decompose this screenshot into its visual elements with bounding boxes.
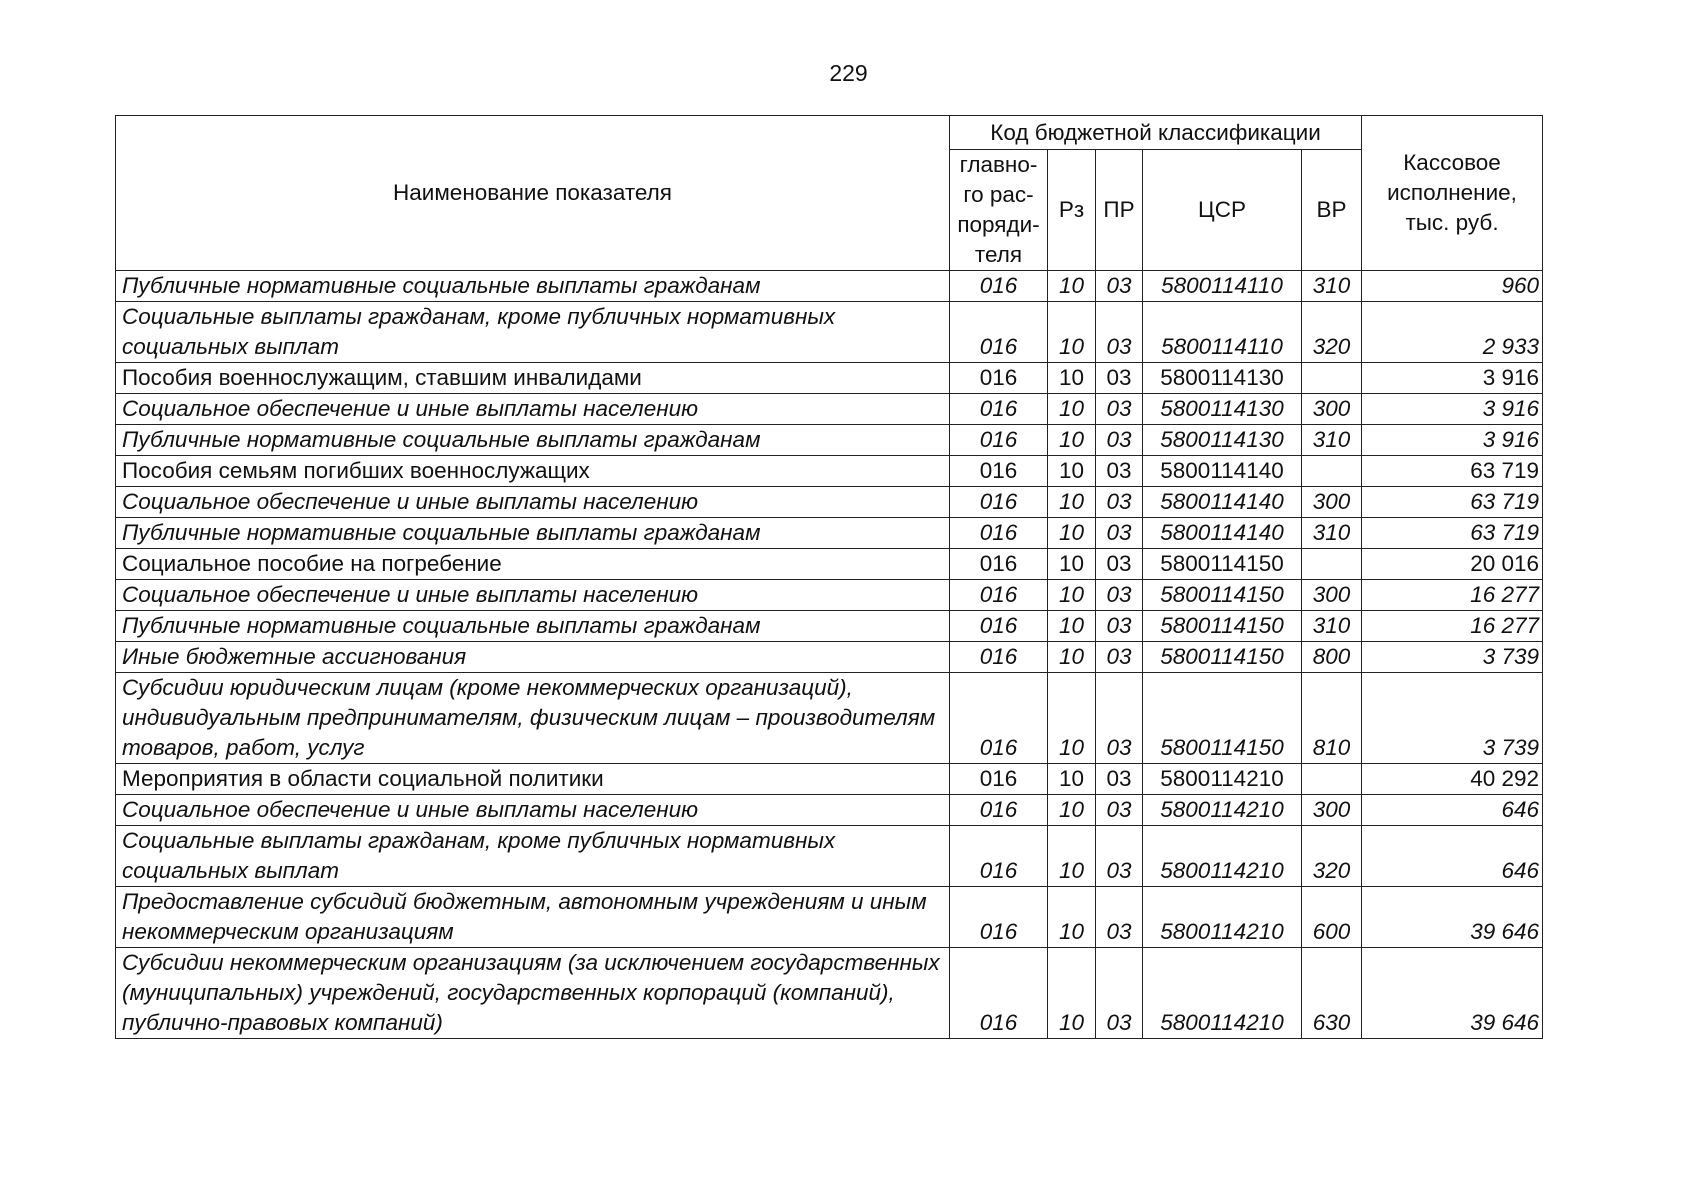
cell-csr: 5800114210 [1143, 795, 1302, 826]
table-row [116, 456, 1543, 487]
cell-glav: 016 [950, 271, 1048, 302]
cell-name: Публичные нормативные социальные выплаты гражданам [116, 518, 950, 549]
table-row [116, 611, 1543, 642]
cell-glav: 016 [950, 394, 1048, 425]
cell-pr: 03 [1096, 487, 1143, 518]
cell-csr: 5800114210 [1143, 764, 1302, 795]
cell-vr: 300 [1302, 394, 1362, 425]
cell-csr: 5800114140 [1143, 456, 1302, 487]
cell-rz: 10 [1048, 948, 1096, 1039]
table-row [116, 549, 1543, 580]
cell-glav: 016 [950, 826, 1048, 887]
cell-name: Пособия семьям погибших военнослужащих [116, 456, 950, 487]
cell-vr: 310 [1302, 425, 1362, 456]
cell-amount: 3 739 [1362, 673, 1543, 764]
table-row [116, 580, 1543, 611]
cell-vr [1302, 456, 1362, 487]
cell-glav: 016 [950, 580, 1048, 611]
cell-vr: 300 [1302, 580, 1362, 611]
cell-amount: 3 739 [1362, 642, 1543, 673]
cell-amount: 39 646 [1362, 948, 1543, 1039]
cell-glav: 016 [950, 302, 1048, 363]
cell-rz: 10 [1048, 580, 1096, 611]
cell-pr: 03 [1096, 394, 1143, 425]
cell-vr: 310 [1302, 518, 1362, 549]
cell-name: Мероприятия в области социальной политики [116, 764, 950, 795]
cell-vr [1302, 363, 1362, 394]
cell-glav: 016 [950, 764, 1048, 795]
header-vr: ВР [1302, 150, 1362, 271]
cell-csr: 5800114140 [1143, 518, 1302, 549]
table-row [116, 948, 1543, 1039]
cell-rz: 10 [1048, 518, 1096, 549]
cell-rz: 10 [1048, 456, 1096, 487]
cell-vr: 810 [1302, 673, 1362, 764]
cell-vr: 320 [1302, 826, 1362, 887]
cell-rz: 10 [1048, 394, 1096, 425]
header-csr: ЦСР [1143, 150, 1302, 271]
header-glav-line: главно- [959, 152, 1038, 177]
cell-pr: 03 [1096, 302, 1143, 363]
cell-name: Пособия военнослужащим, ставшим инвалидами [116, 363, 950, 394]
cell-vr: 320 [1302, 302, 1362, 363]
cell-pr: 03 [1096, 642, 1143, 673]
cell-pr: 03 [1096, 425, 1143, 456]
cell-csr: 5800114130 [1143, 425, 1302, 456]
cell-rz: 10 [1048, 363, 1096, 394]
cell-amount: 960 [1362, 271, 1543, 302]
cell-name: Социальное обеспечение и иные выплаты населению [116, 394, 950, 425]
cell-pr: 03 [1096, 580, 1143, 611]
cell-vr: 630 [1302, 948, 1362, 1039]
table-row [116, 271, 1543, 302]
cell-name: Публичные нормативные социальные выплаты гражданам [116, 271, 950, 302]
cell-amount: 63 719 [1362, 487, 1543, 518]
cell-name: Субсидии юридическим лицам (кроме некоммерческих организаций), индивидуальным предпринимателям, физическим лицам – производителям товаров, работ, услуг [116, 673, 950, 764]
cell-csr: 5800114150 [1143, 642, 1302, 673]
cell-name: Социальное обеспечение и иные выплаты населению [116, 487, 950, 518]
cell-pr: 03 [1096, 611, 1143, 642]
cell-rz: 10 [1048, 764, 1096, 795]
table-row [116, 795, 1543, 826]
cell-csr: 5800114150 [1143, 673, 1302, 764]
table-row [116, 826, 1543, 887]
cell-vr [1302, 764, 1362, 795]
cell-pr: 03 [1096, 826, 1143, 887]
header-amount-line: исполнение, [1387, 180, 1517, 205]
cell-name: Иные бюджетные ассигнования [116, 642, 950, 673]
cell-vr: 310 [1302, 271, 1362, 302]
cell-rz: 10 [1048, 487, 1096, 518]
table-row [116, 363, 1543, 394]
header-code-group: Код бюджетной классификации [950, 116, 1362, 150]
table-row [116, 887, 1543, 948]
header-glav-line: теля [974, 242, 1023, 267]
cell-glav: 016 [950, 795, 1048, 826]
cell-csr: 5800114110 [1143, 302, 1302, 363]
cell-pr: 03 [1096, 673, 1143, 764]
table-row [116, 487, 1543, 518]
cell-amount: 3 916 [1362, 425, 1543, 456]
cell-pr: 03 [1096, 518, 1143, 549]
cell-csr: 5800114140 [1143, 487, 1302, 518]
cell-name: Социальное обеспечение и иные выплаты населению [116, 580, 950, 611]
table-row [116, 642, 1543, 673]
cell-csr: 5800114150 [1143, 580, 1302, 611]
cell-pr: 03 [1096, 887, 1143, 948]
cell-amount: 3 916 [1362, 394, 1543, 425]
cell-name: Социальное обеспечение и иные выплаты населению [116, 795, 950, 826]
cell-name: Субсидии некоммерческим организациям (за исключением государственных (муниципальных) учреждений, государственных корпораций (компаний), публично-правовых компаний) [116, 948, 950, 1039]
page-number: 229 [829, 60, 868, 86]
cell-csr: 5800114150 [1143, 549, 1302, 580]
header-amount [1362, 116, 1543, 271]
cell-name: Публичные нормативные социальные выплаты гражданам [116, 425, 950, 456]
header-name: Наименование показателя [116, 116, 950, 271]
cell-amount: 2 933 [1362, 302, 1543, 363]
cell-pr: 03 [1096, 363, 1143, 394]
table-row [116, 302, 1543, 363]
cell-amount: 646 [1362, 795, 1543, 826]
cell-rz: 10 [1048, 271, 1096, 302]
table-row [116, 518, 1543, 549]
header-glav [950, 150, 1048, 271]
cell-rz: 10 [1048, 795, 1096, 826]
table-body [116, 271, 1543, 1039]
cell-glav: 016 [950, 549, 1048, 580]
cell-pr: 03 [1096, 795, 1143, 826]
cell-name: Социальные выплаты гражданам, кроме публичных нормативных социальных выплат [116, 826, 950, 887]
cell-name: Социальное пособие на погребение [116, 549, 950, 580]
cell-vr: 600 [1302, 887, 1362, 948]
cell-vr: 300 [1302, 487, 1362, 518]
cell-rz: 10 [1048, 425, 1096, 456]
cell-rz: 10 [1048, 642, 1096, 673]
cell-amount: 63 719 [1362, 518, 1543, 549]
cell-glav: 016 [950, 456, 1048, 487]
cell-glav: 016 [950, 673, 1048, 764]
cell-pr: 03 [1096, 764, 1143, 795]
cell-glav: 016 [950, 948, 1048, 1039]
cell-amount: 16 277 [1362, 611, 1543, 642]
cell-pr: 03 [1096, 271, 1143, 302]
cell-amount: 40 292 [1362, 764, 1543, 795]
cell-pr: 03 [1096, 456, 1143, 487]
cell-name: Социальные выплаты гражданам, кроме публичных нормативных социальных выплат [116, 302, 950, 363]
cell-glav: 016 [950, 611, 1048, 642]
cell-rz: 10 [1048, 887, 1096, 948]
cell-csr: 5800114150 [1143, 611, 1302, 642]
cell-pr: 03 [1096, 948, 1143, 1039]
cell-csr: 5800114130 [1143, 363, 1302, 394]
table-row [116, 764, 1543, 795]
cell-amount: 3 916 [1362, 363, 1543, 394]
cell-vr [1302, 549, 1362, 580]
cell-csr: 5800114210 [1143, 887, 1302, 948]
cell-glav: 016 [950, 363, 1048, 394]
cell-glav: 016 [950, 425, 1048, 456]
cell-csr: 5800114210 [1143, 826, 1302, 887]
cell-rz: 10 [1048, 673, 1096, 764]
header-amount-line: Кассовое [1403, 150, 1501, 175]
cell-glav: 016 [950, 642, 1048, 673]
table-row [116, 425, 1543, 456]
header-glav-line: го рас- [963, 182, 1034, 207]
cell-amount: 20 016 [1362, 549, 1543, 580]
cell-amount: 39 646 [1362, 887, 1543, 948]
cell-glav: 016 [950, 887, 1048, 948]
budget-execution-table [115, 115, 1543, 1039]
cell-amount: 63 719 [1362, 456, 1543, 487]
header-pr: ПР [1096, 150, 1143, 271]
cell-amount: 16 277 [1362, 580, 1543, 611]
header-amount-line: тыс. руб. [1405, 210, 1499, 235]
cell-rz: 10 [1048, 611, 1096, 642]
cell-vr: 300 [1302, 795, 1362, 826]
cell-pr: 03 [1096, 549, 1143, 580]
cell-csr: 5800114130 [1143, 394, 1302, 425]
table-row [116, 673, 1543, 764]
cell-glav: 016 [950, 487, 1048, 518]
cell-rz: 10 [1048, 826, 1096, 887]
cell-name: Публичные нормативные социальные выплаты гражданам [116, 611, 950, 642]
header-rz: Рз [1048, 150, 1096, 271]
cell-csr: 5800114210 [1143, 948, 1302, 1039]
header-glav-line: поряди- [957, 212, 1040, 237]
cell-vr: 310 [1302, 611, 1362, 642]
cell-rz: 10 [1048, 549, 1096, 580]
cell-amount: 646 [1362, 826, 1543, 887]
cell-csr: 5800114110 [1143, 271, 1302, 302]
table-row [116, 394, 1543, 425]
cell-vr: 800 [1302, 642, 1362, 673]
cell-glav: 016 [950, 518, 1048, 549]
cell-name: Предоставление субсидий бюджетным, автономным учреждениям и иным некоммерческим организациям [116, 887, 950, 948]
cell-rz: 10 [1048, 302, 1096, 363]
